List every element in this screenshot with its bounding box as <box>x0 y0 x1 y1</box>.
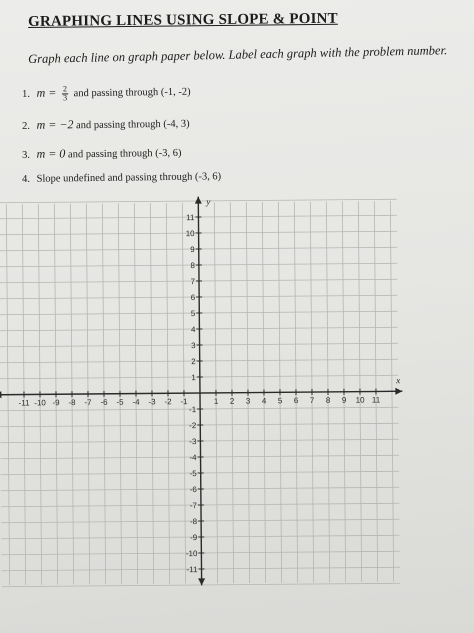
x-tick-label: -5 <box>116 397 124 407</box>
fraction-numerator: 2 <box>62 84 67 94</box>
y-tick-label: 9 <box>190 245 195 255</box>
fraction-denominator: 3 <box>62 93 68 103</box>
y-tick-label: 4 <box>190 325 196 335</box>
x-axis-label: x <box>396 375 401 386</box>
y-tick-label: 10 <box>185 229 195 239</box>
problem-number: 4. <box>22 173 31 185</box>
x-tick-label: 10 <box>355 395 365 405</box>
x-tick-label: 11 <box>371 395 381 405</box>
x-tick-label: 8 <box>325 395 331 405</box>
y-axis-arrow-up <box>195 197 202 204</box>
problem-text: and passing through (-3, 6) <box>67 147 182 161</box>
y-tick-label: -10 <box>185 549 198 559</box>
instructions-text: Graph each line on graph paper below. Label each graph with the problem number. <box>28 43 448 66</box>
x-tick-label: 9 <box>341 395 347 405</box>
x-tick-label: -3 <box>148 397 156 407</box>
y-tick-label: 11 <box>186 213 195 223</box>
slope-equation: m = −2 <box>36 117 74 132</box>
slope-fraction <box>62 85 68 102</box>
problem-text: and passing through (-1, -2) <box>73 86 191 100</box>
x-tick-label: -8 <box>68 398 76 408</box>
x-tick-label: 1 <box>213 396 219 406</box>
x-tick-label: 3 <box>245 396 251 406</box>
x-tick-label: -2 <box>164 397 172 407</box>
problem-3 <box>22 145 182 162</box>
y-tick-label: -1 <box>188 405 197 415</box>
slope-equation: m = <box>36 85 57 100</box>
problem-number: 3. <box>22 149 31 161</box>
y-tick-label: -11 <box>186 565 198 575</box>
x-tick-label: -10 <box>34 398 46 408</box>
x-axis-arrow-right <box>395 388 402 395</box>
y-tick-label: -5 <box>189 469 197 479</box>
y-axis-line <box>198 197 201 586</box>
x-tick-label: 6 <box>293 396 299 406</box>
x-tick-label: 5 <box>277 396 283 406</box>
x-tick-label: 2 <box>229 396 235 406</box>
x-tick-label: -6 <box>100 397 108 407</box>
x-tick-label: -1 <box>180 397 188 407</box>
x-tick-label: -7 <box>84 397 92 408</box>
problem-1 <box>22 84 191 103</box>
x-tick-label: 4 <box>261 396 267 406</box>
y-tick-label: 5 <box>190 309 196 319</box>
problem-text: Slope undefined and passing through (-3, 6) <box>36 171 222 185</box>
y-tick-label: -6 <box>189 485 197 495</box>
x-tick-label: 7 <box>309 396 315 406</box>
y-tick-label: -4 <box>189 453 197 463</box>
problem-number: 1. <box>22 88 31 100</box>
y-tick-label: -9 <box>190 533 198 543</box>
problem-text: and passing through (-4, 3) <box>76 118 190 132</box>
grid-line-horizontal <box>0 583 400 586</box>
y-tick-label: 7 <box>190 277 196 287</box>
problem-4 <box>22 171 221 185</box>
y-axis-arrow-down <box>198 578 205 585</box>
slope-equation: m = 0 <box>36 146 66 161</box>
y-tick-label: -2 <box>189 421 197 431</box>
y-tick-label: -7 <box>189 501 198 511</box>
x-axis-arrow-left <box>0 391 1 398</box>
problem-2 <box>22 116 190 133</box>
x-tick-label: -4 <box>132 397 140 407</box>
y-tick-label: 3 <box>191 341 196 351</box>
y-axis-label: y <box>206 196 211 207</box>
problem-number: 2. <box>22 120 31 132</box>
y-tick-label: 1 <box>191 373 196 383</box>
x-tick-label: -9 <box>52 398 60 408</box>
y-tick-label: 2 <box>191 357 196 367</box>
coordinate-grid <box>0 193 412 597</box>
y-tick-label: 8 <box>190 261 195 271</box>
y-tick-label: -8 <box>189 517 198 527</box>
x-tick-label: -11 <box>18 398 30 408</box>
worksheet-title: GRAPHING LINES USING SLOPE & POINT <box>28 10 338 30</box>
x-axis-line <box>0 391 402 395</box>
y-tick-label: -3 <box>189 437 197 447</box>
y-tick-label: 6 <box>190 293 196 303</box>
